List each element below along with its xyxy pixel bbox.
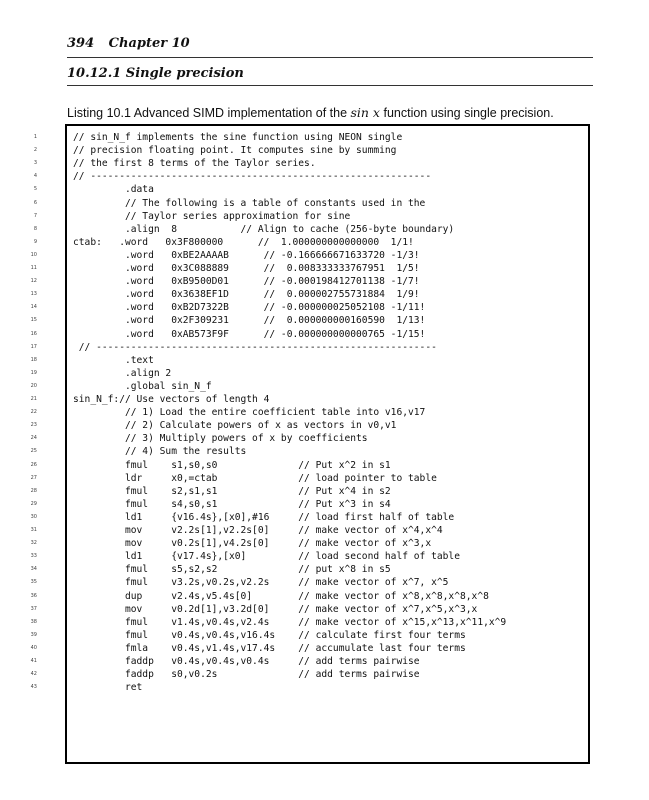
line-number: 8 xyxy=(33,225,37,232)
code-text: fmul v1.4s,v0.4s,v2.4s // make vector of x^15,x^13,x^11,x^9 xyxy=(73,616,507,628)
line-number: 26 xyxy=(30,461,37,468)
page-number: 394 xyxy=(67,36,95,51)
line-number: 43 xyxy=(30,684,37,691)
line-number: 14 xyxy=(30,304,37,311)
line-number: 7 xyxy=(33,212,37,219)
code-text: fmul s5,s2,s2 // put x^8 in s5 xyxy=(73,564,391,576)
line-number: 27 xyxy=(30,474,37,481)
code-text: faddp s0,v0.2s // add terms pairwise xyxy=(73,669,420,681)
code-text: .word 0x3638EF1D // 0.000002755731884 1/9! xyxy=(73,289,420,301)
code-text: // the first 8 terms of the Taylor series. xyxy=(73,158,316,170)
code-text: ldr x0,=ctab // load pointer to table xyxy=(73,472,437,484)
code-text: // sin_N_f implements the sine function using NEON single xyxy=(73,132,403,143)
line-number: 6 xyxy=(33,199,37,206)
code-text: .align 2 xyxy=(73,367,172,379)
line-number: 13 xyxy=(30,291,37,298)
code-text: .word 0xAB573F9F // -0.000000000000765 -1/15! xyxy=(73,328,426,340)
code-text: .global sin_N_f xyxy=(73,380,212,392)
line-number: 4 xyxy=(33,173,37,180)
code-text: // ----------------------------------------------------------- xyxy=(73,341,437,353)
line-number: 40 xyxy=(30,644,37,651)
line-number: 9 xyxy=(33,238,37,245)
code-listing xyxy=(30,124,590,764)
line-number: 20 xyxy=(30,382,37,389)
code-text: .word 0xB9500D01 // -0.000198412701138 -1/7! xyxy=(73,276,420,288)
line-number: 23 xyxy=(30,422,37,429)
line-number: 29 xyxy=(30,500,37,507)
section-title: 10.12.1 Single precision xyxy=(67,66,244,81)
line-number: 30 xyxy=(30,513,37,520)
code-text: mov v0.2s[1],v4.2s[0] // make vector of x^3,x xyxy=(73,538,432,550)
code-text: .word 0xBE2AAAAB // -0.166666671633720 -1/3! xyxy=(73,249,420,261)
line-number: 36 xyxy=(30,592,37,599)
line-number: 33 xyxy=(30,553,37,560)
line-number: 17 xyxy=(30,343,37,350)
code-text: // The following is a table of constants used in the xyxy=(73,197,426,209)
code-text: // 4) Sum the results xyxy=(73,446,247,458)
code-text: mov v2.2s[1],v2.2s[0] // make vector of x^4,x^4 xyxy=(73,525,443,536)
line-number: 25 xyxy=(30,448,37,455)
code-text: .word 0x2F309231 // 0.000000000160590 1/13! xyxy=(73,315,426,327)
code-text: ld1 {v16.4s},[x0],#16 // load first half of table xyxy=(73,511,455,523)
line-number: 1 xyxy=(33,134,37,140)
code-text: fmul s1,s0,s0 // Put x^2 in s1 xyxy=(73,459,391,471)
code-text: mov v0.2d[1],v3.2d[0] // make vector of x^7,x^5,x^3,x xyxy=(73,603,478,615)
line-number: 38 xyxy=(30,618,37,625)
line-number: 34 xyxy=(30,566,37,573)
listing-caption xyxy=(67,105,554,120)
code-text: .word 0x3C088889 // 0.008333333767951 1/5! xyxy=(73,263,420,274)
line-number: 5 xyxy=(33,186,37,193)
code-text: fmul v0.4s,v0.4s,v16.4s // calculate first four terms xyxy=(73,629,466,641)
code-text: // 2) Calculate powers of x as vectors in v0,v1 xyxy=(73,420,397,432)
line-number: 28 xyxy=(30,487,37,494)
line-number: 16 xyxy=(30,330,37,337)
code-text: fmul s2,s1,s1 // Put x^4 in s2 xyxy=(73,485,391,497)
caption-text-after: function using single precision. xyxy=(380,106,554,120)
header-rule xyxy=(67,57,593,58)
code-text: ld1 {v17.4s},[x0] // load second half of table xyxy=(73,551,460,563)
chapter-title: Chapter 10 xyxy=(108,36,190,51)
line-number: 18 xyxy=(30,356,37,363)
code-text: // 1) Load the entire coefficient table into v16,v17 xyxy=(73,407,426,419)
line-number: 21 xyxy=(30,396,37,402)
line-number: 11 xyxy=(30,265,37,271)
code-text: ret xyxy=(73,682,143,694)
line-number: 12 xyxy=(30,278,37,285)
code-text: dup v2.4s,v5.4s[0] // make vector of x^8,x^8,x^8,x^8 xyxy=(73,590,489,602)
running-header xyxy=(67,36,190,51)
line-number: 41 xyxy=(30,658,37,664)
code-text: fmul v3.2s,v0.2s,v2.2s // make vector of x^7, x^5 xyxy=(73,577,449,589)
caption-math: sin x xyxy=(350,105,380,120)
code-text: sin_N_f:// Use vectors of length 4 xyxy=(73,394,270,405)
code-text: // precision floating point. It computes sine by summing xyxy=(73,145,397,157)
line-number: 37 xyxy=(30,605,37,612)
code-text: .word 0xB2D7322B // -0.000000025052108 -1/11! xyxy=(73,302,426,314)
line-number: 39 xyxy=(30,631,37,638)
code-text: .text xyxy=(73,354,154,366)
code-text: faddp v0.4s,v0.4s,v0.4s // add terms pairwise xyxy=(73,656,420,667)
code-text: fmla v0.4s,v1.4s,v17.4s // accumulate last four terms xyxy=(73,642,466,654)
code-text: // 3) Multiply powers of x by coefficients xyxy=(73,433,368,445)
section-rule xyxy=(67,85,593,86)
code-text: ctab: .word 0x3F800000 // 1.000000000000000 1/1! xyxy=(73,236,414,248)
line-number: 10 xyxy=(30,251,37,258)
code-text: .data xyxy=(73,184,154,196)
line-number: 3 xyxy=(33,160,37,167)
code-text: .align 8 // Align to cache (256-byte boundary) xyxy=(73,223,455,235)
line-number: 32 xyxy=(30,540,37,547)
caption-text-before: Listing 10.1 Advanced SIMD implementation of the xyxy=(67,106,351,120)
line-number: 35 xyxy=(30,579,37,586)
code-text: // ----------------------------------------------------------- xyxy=(73,171,432,183)
line-number: 19 xyxy=(30,369,37,376)
line-number: 24 xyxy=(30,435,37,442)
line-number: 2 xyxy=(33,147,37,154)
line-number: 22 xyxy=(30,409,37,416)
code-text: fmul s4,s0,s1 // Put x^3 in s4 xyxy=(73,498,391,510)
line-number: 31 xyxy=(30,527,37,533)
code-text: // Taylor series approximation for sine xyxy=(73,210,351,222)
line-number: 15 xyxy=(30,317,37,324)
line-number: 42 xyxy=(30,671,37,678)
